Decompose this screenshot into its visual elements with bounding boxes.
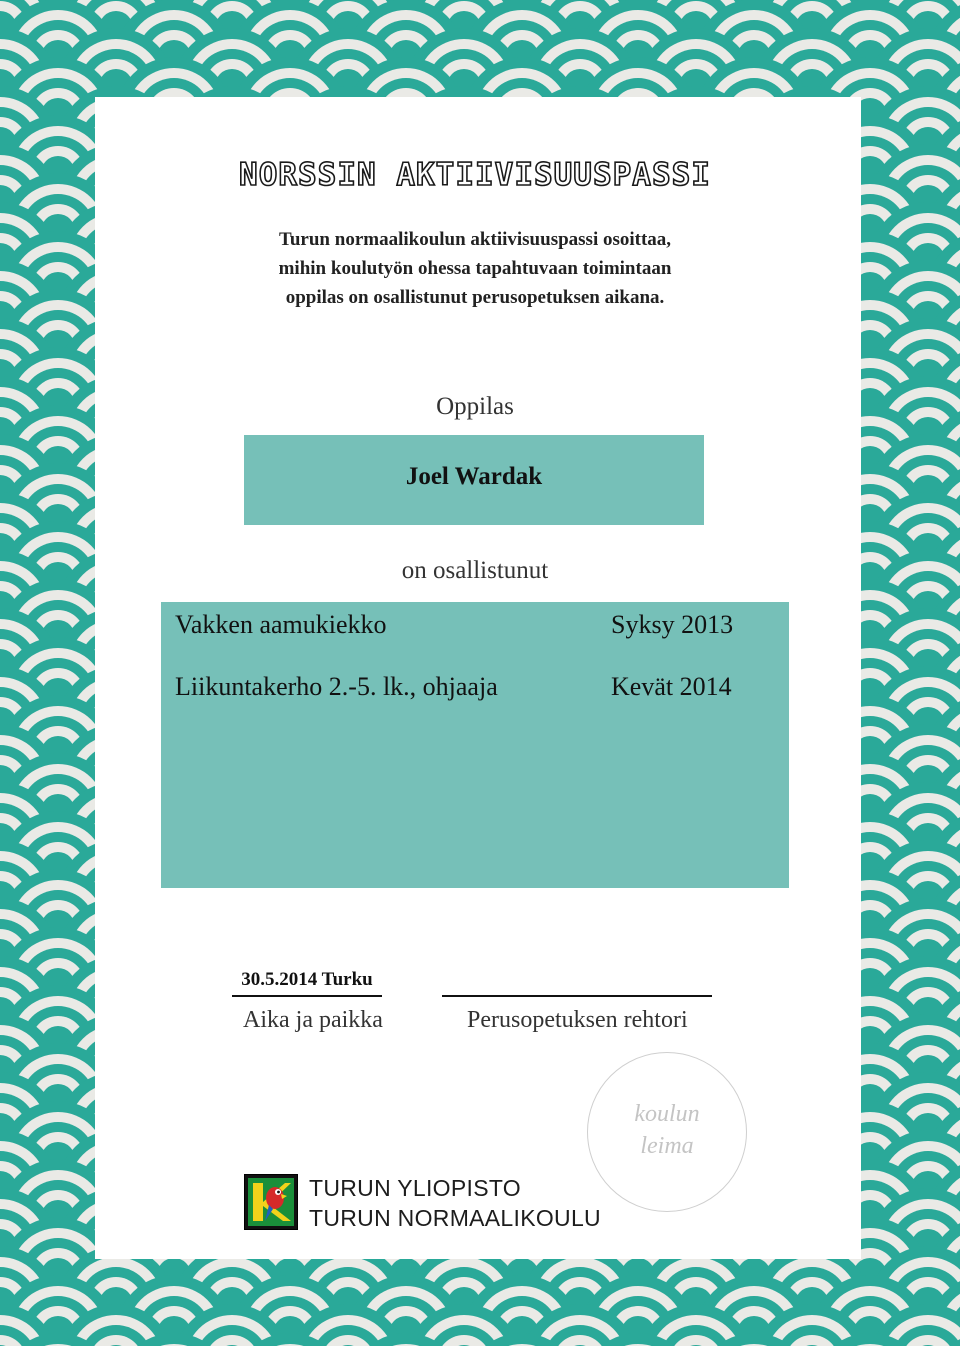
page-title: NORSSIN AKTIIVISUUSPASSI <box>239 157 711 193</box>
date-place-caption: Aika ja paikka <box>243 1007 383 1033</box>
activity-term: Kevät 2014 <box>611 672 732 701</box>
stamp-text: leima <box>640 1133 694 1159</box>
activity-row <box>175 672 775 708</box>
student-name-box <box>244 435 704 525</box>
date-place-line <box>232 995 382 997</box>
date-place-value: 30.5.2014 Turku <box>241 969 373 990</box>
school-stamp-placeholder <box>587 1052 747 1212</box>
activity-row <box>175 610 775 646</box>
parrot-logo-icon <box>244 1174 298 1230</box>
principal-caption: Perusopetuksen rehtori <box>467 1007 688 1033</box>
logo-university-name: TURUN YLIOPISTO <box>309 1175 521 1201</box>
participated-label: on osallistunut <box>401 557 549 584</box>
stamp-text: koulun <box>634 1101 700 1127</box>
activity-name: Liikuntakerho 2.-5. lk., ohjaaja <box>175 672 498 701</box>
passport-card <box>95 97 861 1259</box>
intro-line: mihin koulutyön ohessa tapahtuvaan toimintaan <box>278 258 672 279</box>
activity-name: Vakken aamukiekko <box>175 610 387 639</box>
activity-term: Syksy 2013 <box>611 610 734 639</box>
intro-text <box>155 225 795 312</box>
activities-box <box>161 602 789 888</box>
intro-line: oppilas on osallistunut perusopetuksen aikana. <box>285 287 665 308</box>
logo-school-name: TURUN NORMAALIKOULU <box>309 1205 601 1231</box>
intro-line: Turun normaalikoulun aktiivisuuspassi osoittaa, <box>278 229 672 250</box>
student-name: Joel Wardak <box>405 463 543 490</box>
student-label: Oppilas <box>436 393 514 420</box>
signature-line <box>442 995 712 997</box>
